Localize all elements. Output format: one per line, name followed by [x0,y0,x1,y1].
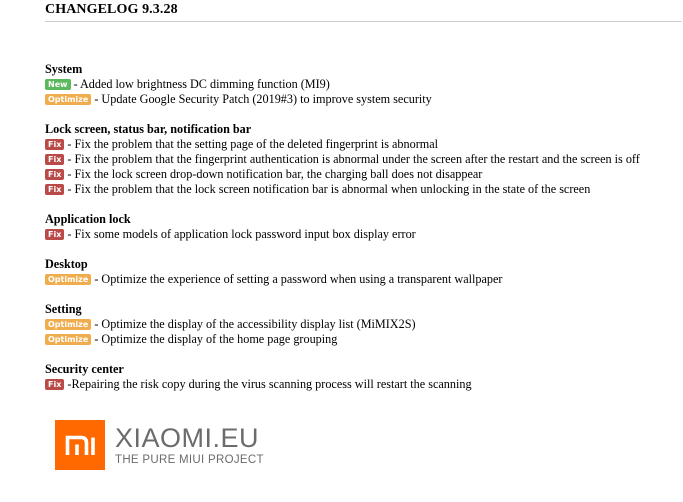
changelog-section [45,257,681,287]
optimize-badge: Optimize [45,94,91,105]
changelog-section [45,62,681,107]
item-text: - Optimize the experience of setting a password when using a transparent wallpaper [91,272,503,286]
changelog-item [45,77,681,92]
fix-badge: Fix [45,139,64,150]
brand-name: XIAOMI.EU [115,423,260,453]
item-text: - Update Google Security Patch (2019#3) to improve system security [91,92,432,106]
changelog-item [45,272,681,287]
changelog-item [45,137,681,152]
fix-badge: Fix [45,154,64,165]
section-title: Lock screen, status bar, notification bar [45,122,252,136]
changelog-section [45,362,681,392]
section-title: Application lock [45,212,131,226]
fix-badge: Fix [45,169,64,180]
item-text: - Fix the lock screen drop-down notification bar, the charging ball does not disappear [64,167,483,181]
item-text: - Fix the problem that the lock screen notification bar is abnormal when unlocking in the state of the screen [64,182,591,196]
mi-logo-icon [55,420,105,470]
changelog-item [45,227,681,242]
fix-badge: Fix [45,184,64,195]
title-divider [45,21,682,22]
new-badge: New [45,79,71,90]
optimize-badge: Optimize [45,319,91,330]
item-text: -Repairing the risk copy during the virus scanning process will restart the scanning [64,377,472,391]
item-text: - Fix the problem that the setting page of the deleted fingerprint is abnormal [64,137,439,151]
item-text: - Optimize the display of the accessibility display list (MiMIX2S) [91,317,416,331]
brand-footer [55,420,264,470]
changelog-item [45,377,681,392]
changelog-section [45,212,681,242]
changelog-item [45,182,681,197]
item-text: - Fix the problem that the fingerprint authentication is abnormal under the screen after the restart and the screen is off [64,152,640,166]
optimize-badge: Optimize [45,274,91,285]
section-title: System [45,62,83,76]
changelog-item [45,167,681,182]
changelog-item [45,152,681,167]
page-title: CHANGELOG 9.3.28 [45,2,178,17]
brand-tagline: THE PURE MIUI PROJECT [115,454,264,466]
changelog-item [45,92,681,107]
item-text: - Optimize the display of the home page grouping [91,332,338,346]
changelog-section [45,302,681,347]
section-title: Security center [45,362,124,376]
changelog-item [45,332,681,347]
changelog-content [45,62,681,407]
changelog-item [45,317,681,332]
section-title: Setting [45,302,82,316]
optimize-badge: Optimize [45,334,91,345]
fix-badge: Fix [45,379,64,390]
section-title: Desktop [45,257,88,271]
item-text: - Added low brightness DC dimming function (MI9) [70,77,330,91]
item-text: - Fix some models of application lock password input box display error [64,227,416,241]
fix-badge: Fix [45,229,64,240]
changelog-section [45,122,681,197]
